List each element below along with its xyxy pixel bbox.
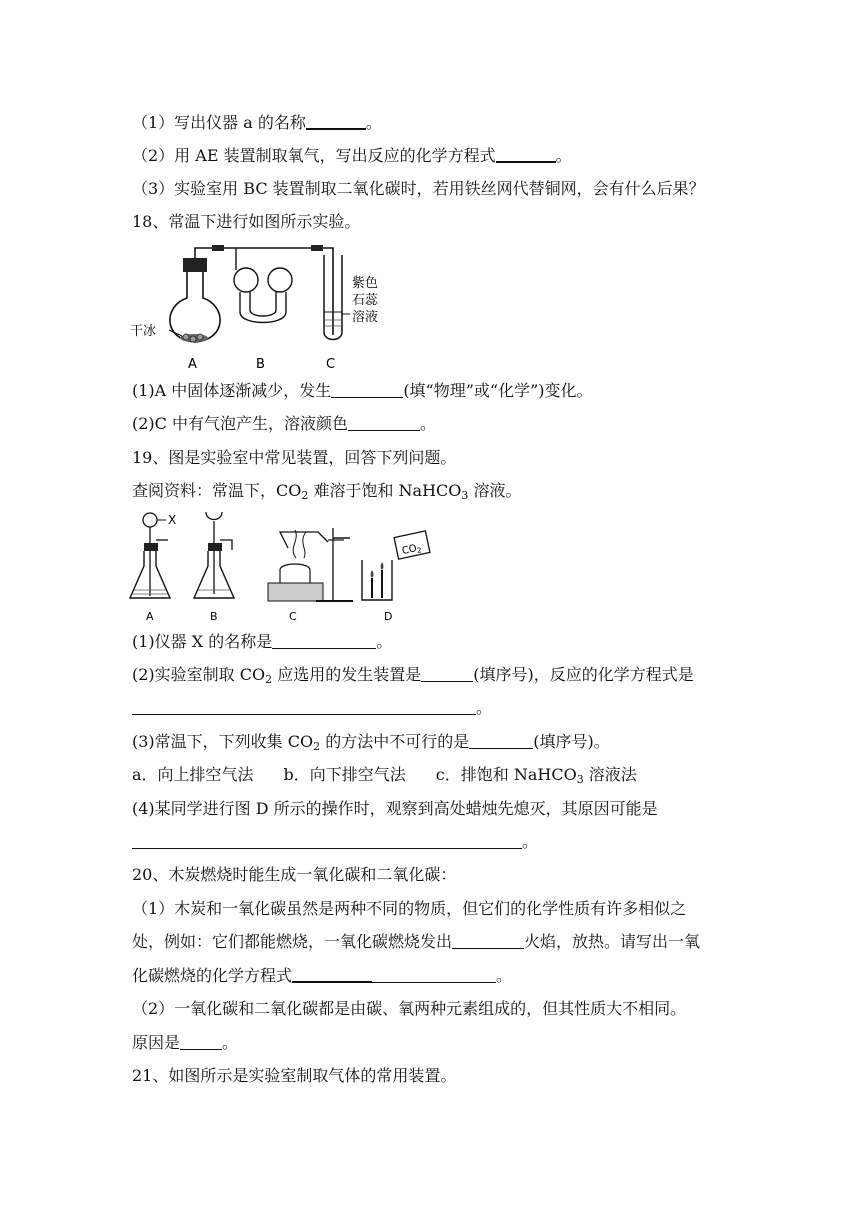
q17-blank-1 xyxy=(306,112,366,130)
q19-line-4: (3)常温下，下列收集 $CO_2$ 的方法中不可行的是 (填序号)。 xyxy=(132,732,610,753)
q17-period: 。 xyxy=(365,113,382,132)
label-co2: $CO_2$ xyxy=(401,543,423,558)
u-tube-bulb-left xyxy=(234,268,258,292)
clamp-2 xyxy=(311,245,323,251)
q20-blank-1 xyxy=(452,932,524,949)
q17-line-3 xyxy=(132,178,705,200)
label-litmus-2: 石蕊 xyxy=(352,293,379,308)
label-a: A xyxy=(146,610,154,623)
q19-blank-4 xyxy=(132,832,522,849)
q20-blank-3 xyxy=(180,1033,222,1050)
option-b: b．向下排空气法 xyxy=(283,765,406,784)
q18-figure xyxy=(128,240,398,375)
alcohol-lamp xyxy=(280,564,310,583)
q19-blank-equation xyxy=(132,698,476,715)
u-tube-bulb-right xyxy=(268,268,292,292)
q18-line-1 xyxy=(132,380,593,402)
q20-p1-line-1: （1）木炭和一氧化碳虽然是两种不同的物质，但它们的化学性质有许多相似之 xyxy=(132,899,687,918)
q18-s2-text: (2)C 中有气泡产生，溶液颜色 xyxy=(132,414,348,433)
flask-a xyxy=(170,272,220,342)
q19-blank-2 xyxy=(421,665,473,682)
beaker-d xyxy=(362,560,392,600)
label-dry-ice: 干冰 xyxy=(130,324,157,339)
q17-line-2 xyxy=(132,145,572,167)
option-c: c．排饱和 NaHCO$_3$ 溶液法 xyxy=(435,765,637,786)
label-b: B xyxy=(210,610,218,623)
label-c: C xyxy=(289,610,297,623)
q19-blank-3 xyxy=(469,732,533,749)
option-a: a．向上排空气法 xyxy=(132,765,254,784)
q18-period: 。 xyxy=(420,414,437,433)
label-d: D xyxy=(384,610,393,623)
q19-line-5: (4)某同学进行图 D 所示的操作时，观察到高处蜡烛先熄灭，其原因可能是 xyxy=(132,799,658,818)
label-litmus-1: 紫色 xyxy=(352,276,379,291)
q17-s3-text: （3）实验室用 BC 装置制取二氧化碳时，若用铁丝网代替铜网，会有什么后果？ xyxy=(132,179,705,198)
label-a: A xyxy=(188,357,197,372)
block-c xyxy=(268,583,323,601)
q20-title: 20、木炭燃烧时能生成一氧化碳和二氧化碳： xyxy=(132,865,457,884)
label-c: C xyxy=(326,357,336,372)
q19-options xyxy=(132,764,637,786)
clamp-1 xyxy=(212,245,224,251)
q20-blank-2b xyxy=(372,966,496,983)
u-tube-b xyxy=(240,292,286,323)
q20-p1-line-2: 处，例如：它们都能燃烧，一氧化碳燃烧发出 火焰，放热。请写出一氧 xyxy=(132,932,701,951)
label-litmus-3: 溶液 xyxy=(352,310,379,325)
q20-blank-2a xyxy=(292,965,372,983)
q18-blank-2 xyxy=(348,414,420,431)
q20-p2-line-1: （2）一氧化碳和二氧化碳都是由碳、氧两种元素组成的，但其性质大不相同。 xyxy=(132,999,687,1018)
q21-title: 21、如图所示是实验室制取气体的常用装置。 xyxy=(132,1066,457,1085)
flask-a-stopper xyxy=(183,258,207,272)
q19-info: 查阅资料：常温下，$CO_2$ 难溶于饱和 NaHCO$_3$ 溶液。 xyxy=(132,481,522,502)
q19-line-2: (2)实验室制取 $CO_2$ 应选用的发生装置是 (填序号)，反应的化学方程式是 xyxy=(132,665,694,686)
q18-blank-1 xyxy=(331,381,403,398)
q17-s2-text: （2）用 AE 装置制取氧气，写出反应的化学方程式 xyxy=(132,146,496,165)
q17-line-1 xyxy=(132,112,382,134)
q19-line-1: (1)仪器 X 的名称是 。 xyxy=(132,632,393,651)
label-x: X xyxy=(168,513,177,527)
q19-figure xyxy=(128,508,448,626)
funnel-x xyxy=(143,513,157,527)
q20-p1-line-3: 化碳燃烧的化学方程式 。 xyxy=(132,966,513,985)
q18-s1-tail: (填“物理”或“化学”)变化。 xyxy=(403,381,593,400)
q19-line-3: 。 xyxy=(132,697,492,719)
q20-p2-line-2: 原因是 。 xyxy=(132,1033,239,1052)
q19-blank-1 xyxy=(272,632,376,649)
q17-blank-2 xyxy=(496,145,556,163)
q17-s1-text: （1）写出仪器 a 的名称 xyxy=(132,113,306,132)
q18-s1-text: (1)A 中固体逐渐减少，发生 xyxy=(132,381,332,400)
q19-line-6: 。 xyxy=(132,831,538,853)
q18-line-2 xyxy=(132,413,436,435)
label-b: B xyxy=(256,357,265,372)
q17-period: 。 xyxy=(555,146,572,165)
q18-title: 18、常温下进行如图所示实验。 xyxy=(132,212,361,231)
q19-title: 19、图是实验室中常见装置，回答下列问题。 xyxy=(132,448,457,467)
